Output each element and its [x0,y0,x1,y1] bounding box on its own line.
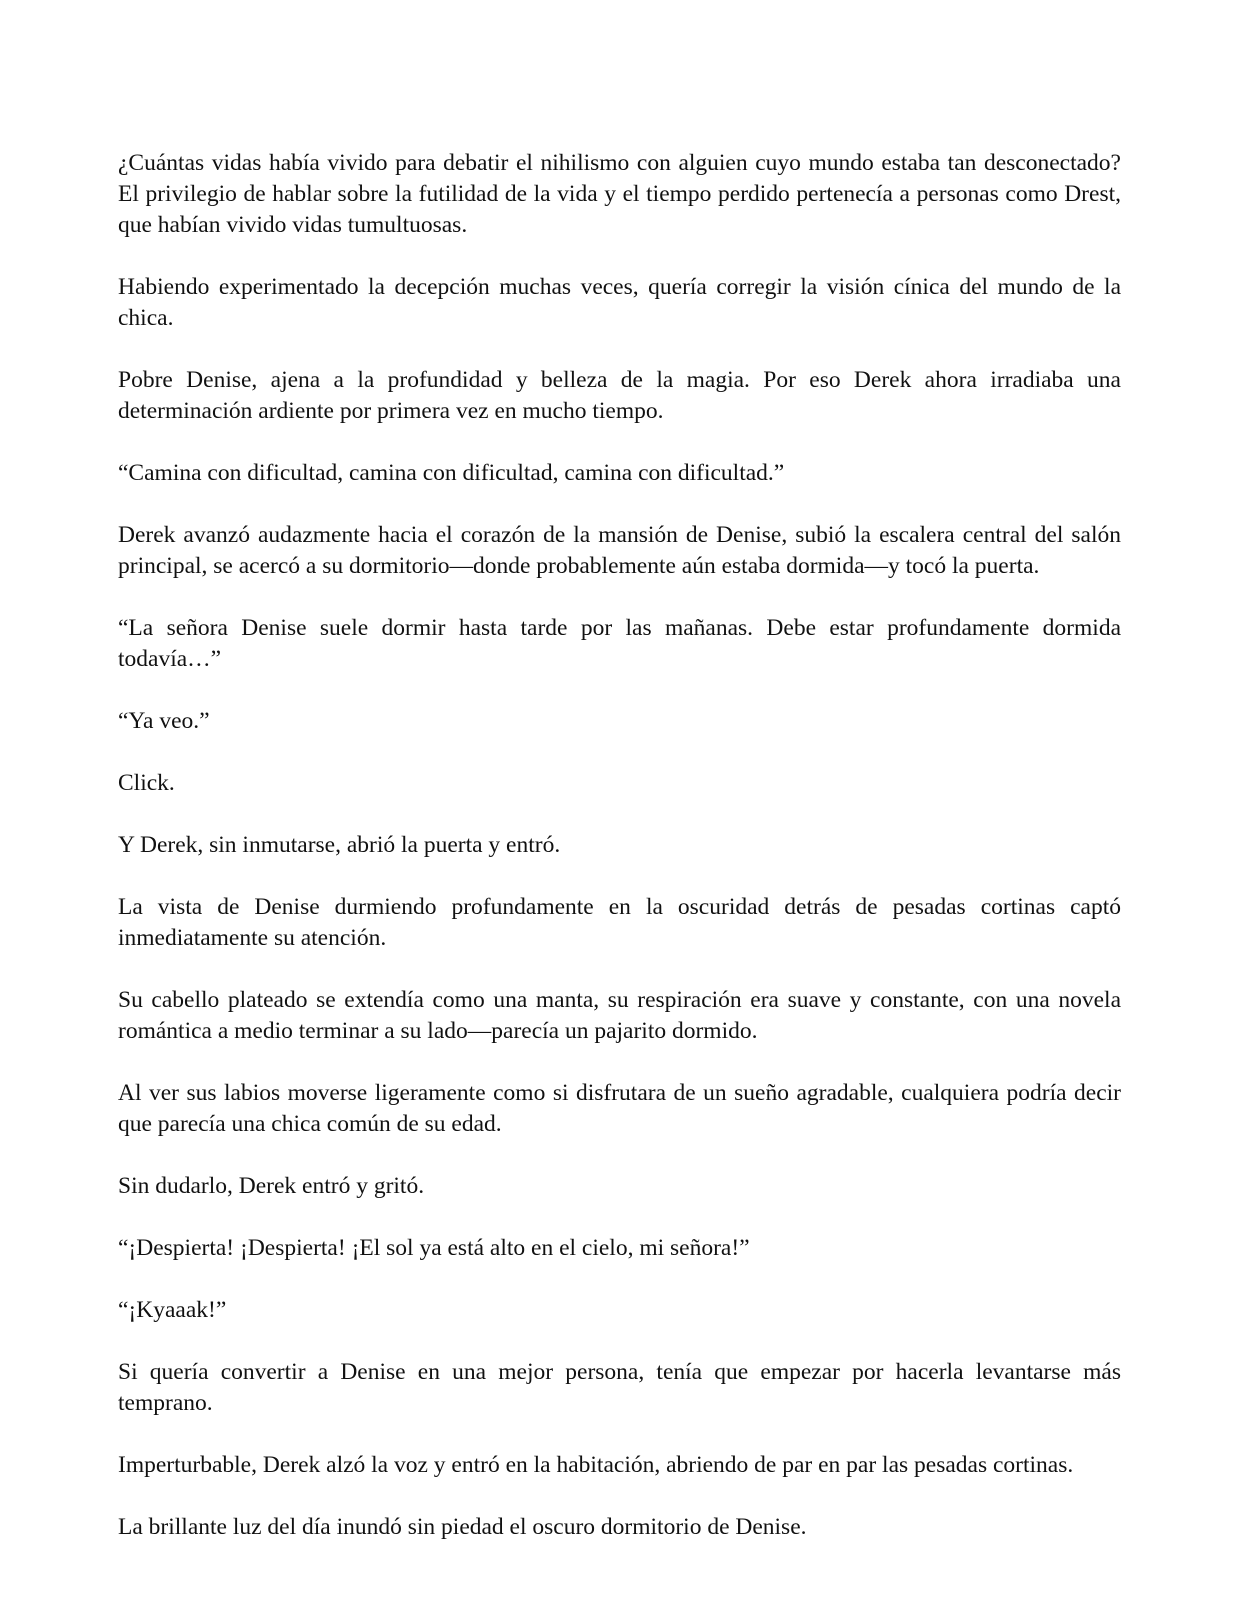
paragraph: “La señora Denise suele dormir hasta tarde por las mañanas. Debe estar profundamente dormida todavía…” [118,615,1121,672]
paragraph: Click. [118,770,175,796]
paragraph: “¡Kyaaak!” [118,1297,227,1323]
paragraph: Habiendo experimentado la decepción muchas veces, quería corregir la visión cínica del mundo de la chica. [118,274,1121,331]
paragraph: Al ver sus labios moverse ligeramente como si disfrutara de un sueño agradable, cualquiera podría decir que parecía una chica común de su edad. [118,1080,1121,1137]
paragraph: “Ya veo.” [118,708,210,734]
paragraph: Pobre Denise, ajena a la profundidad y belleza de la magia. Por eso Derek ahora irradiaba una determinación ardiente por primera vez en mucho tiempo. [118,367,1121,424]
paragraph: “¡Despierta! ¡Despierta! ¡El sol ya está alto en el cielo, mi señora!” [118,1235,750,1261]
paragraph: ¿Cuántas vidas había vivido para debatir el nihilismo con alguien cuyo mundo estaba tan desconectado? El privilegio de hablar sobre la futilidad de la vida y el tiempo perdido pertenecía a personas como Drest, que habían vivido vidas tumultuosas. [118,150,1121,238]
paragraph: Si quería convertir a Denise en una mejor persona, tenía que empezar por hacerla levantarse más temprano. [118,1359,1121,1416]
paragraph: Imperturbable, Derek alzó la voz y entró en la habitación, abriendo de par en par las pesadas cortinas. [118,1452,1074,1478]
paragraph: Sin dudarlo, Derek entró y gritó. [118,1173,425,1199]
paragraph: Y Derek, sin inmutarse, abrió la puerta y entró. [118,832,561,858]
paragraph: Derek avanzó audazmente hacia el corazón de la mansión de Denise, subió la escalera central del salón principal, se acercó a su dormitorio—donde probablemente aún estaba dormida—y tocó la puerta. [118,522,1121,579]
paragraph: La vista de Denise durmiendo profundamente en la oscuridad detrás de pesadas cortinas captó inmediatamente su atención. [118,894,1121,951]
paragraph: Su cabello plateado se extendía como una manta, su respiración era suave y constante, con una novela romántica a medio terminar a su lado—parecía un pajarito dormido. [118,987,1121,1044]
page-body [118,148,1121,1543]
paragraph: La brillante luz del día inundó sin piedad el oscuro dormitorio de Denise. [118,1514,807,1540]
paragraph: “Camina con dificultad, camina con dificultad, camina con dificultad.” [118,460,785,486]
